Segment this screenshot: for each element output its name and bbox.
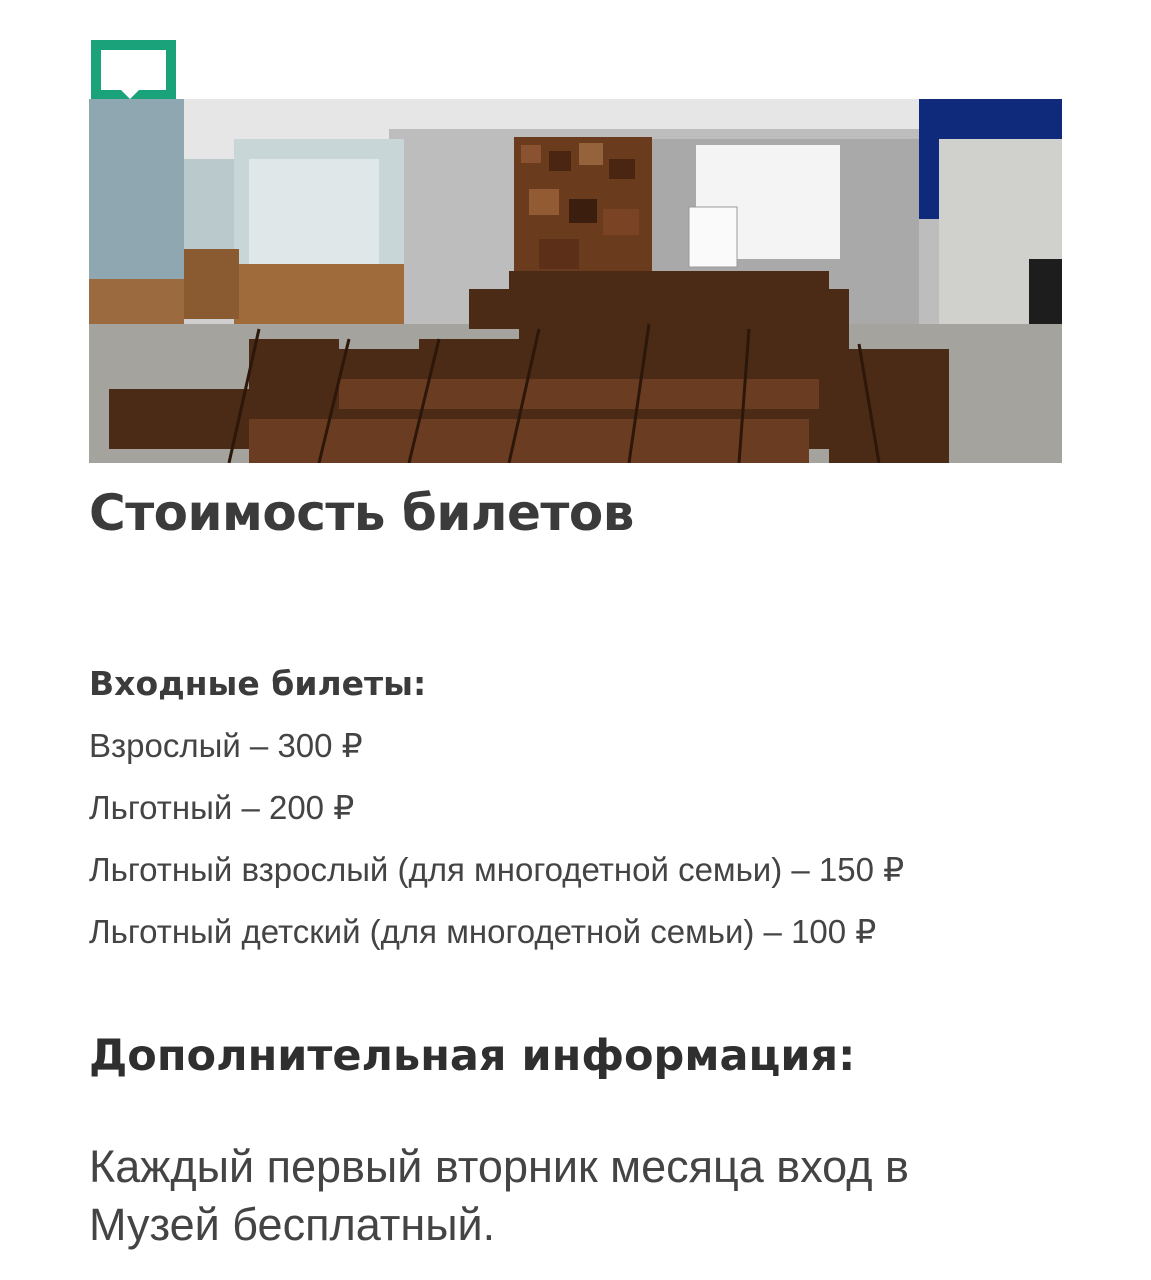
logo-icon	[91, 40, 176, 100]
additional-info-text: Каждый первый вторник месяца вход в Музей бесплатный.	[89, 1141, 909, 1250]
additional-info-title: Дополнительная информация:	[89, 1031, 856, 1081]
museum-hall-photo	[89, 99, 1062, 463]
price-list	[89, 724, 904, 972]
price-item-large-family-child: Льготный детский (для многодетной семьи) – 100 ₽	[89, 913, 877, 950]
price-item-reduced: Льготный – 200 ₽	[89, 789, 355, 826]
price-item-adult: Взрослый – 300 ₽	[89, 727, 363, 764]
tickets-label: Входные билеты:	[89, 664, 427, 703]
page-title: Стоимость билетов	[89, 484, 634, 542]
price-item-large-family-adult: Льготный взрослый (для многодетной семьи) – 150 ₽	[89, 851, 905, 888]
